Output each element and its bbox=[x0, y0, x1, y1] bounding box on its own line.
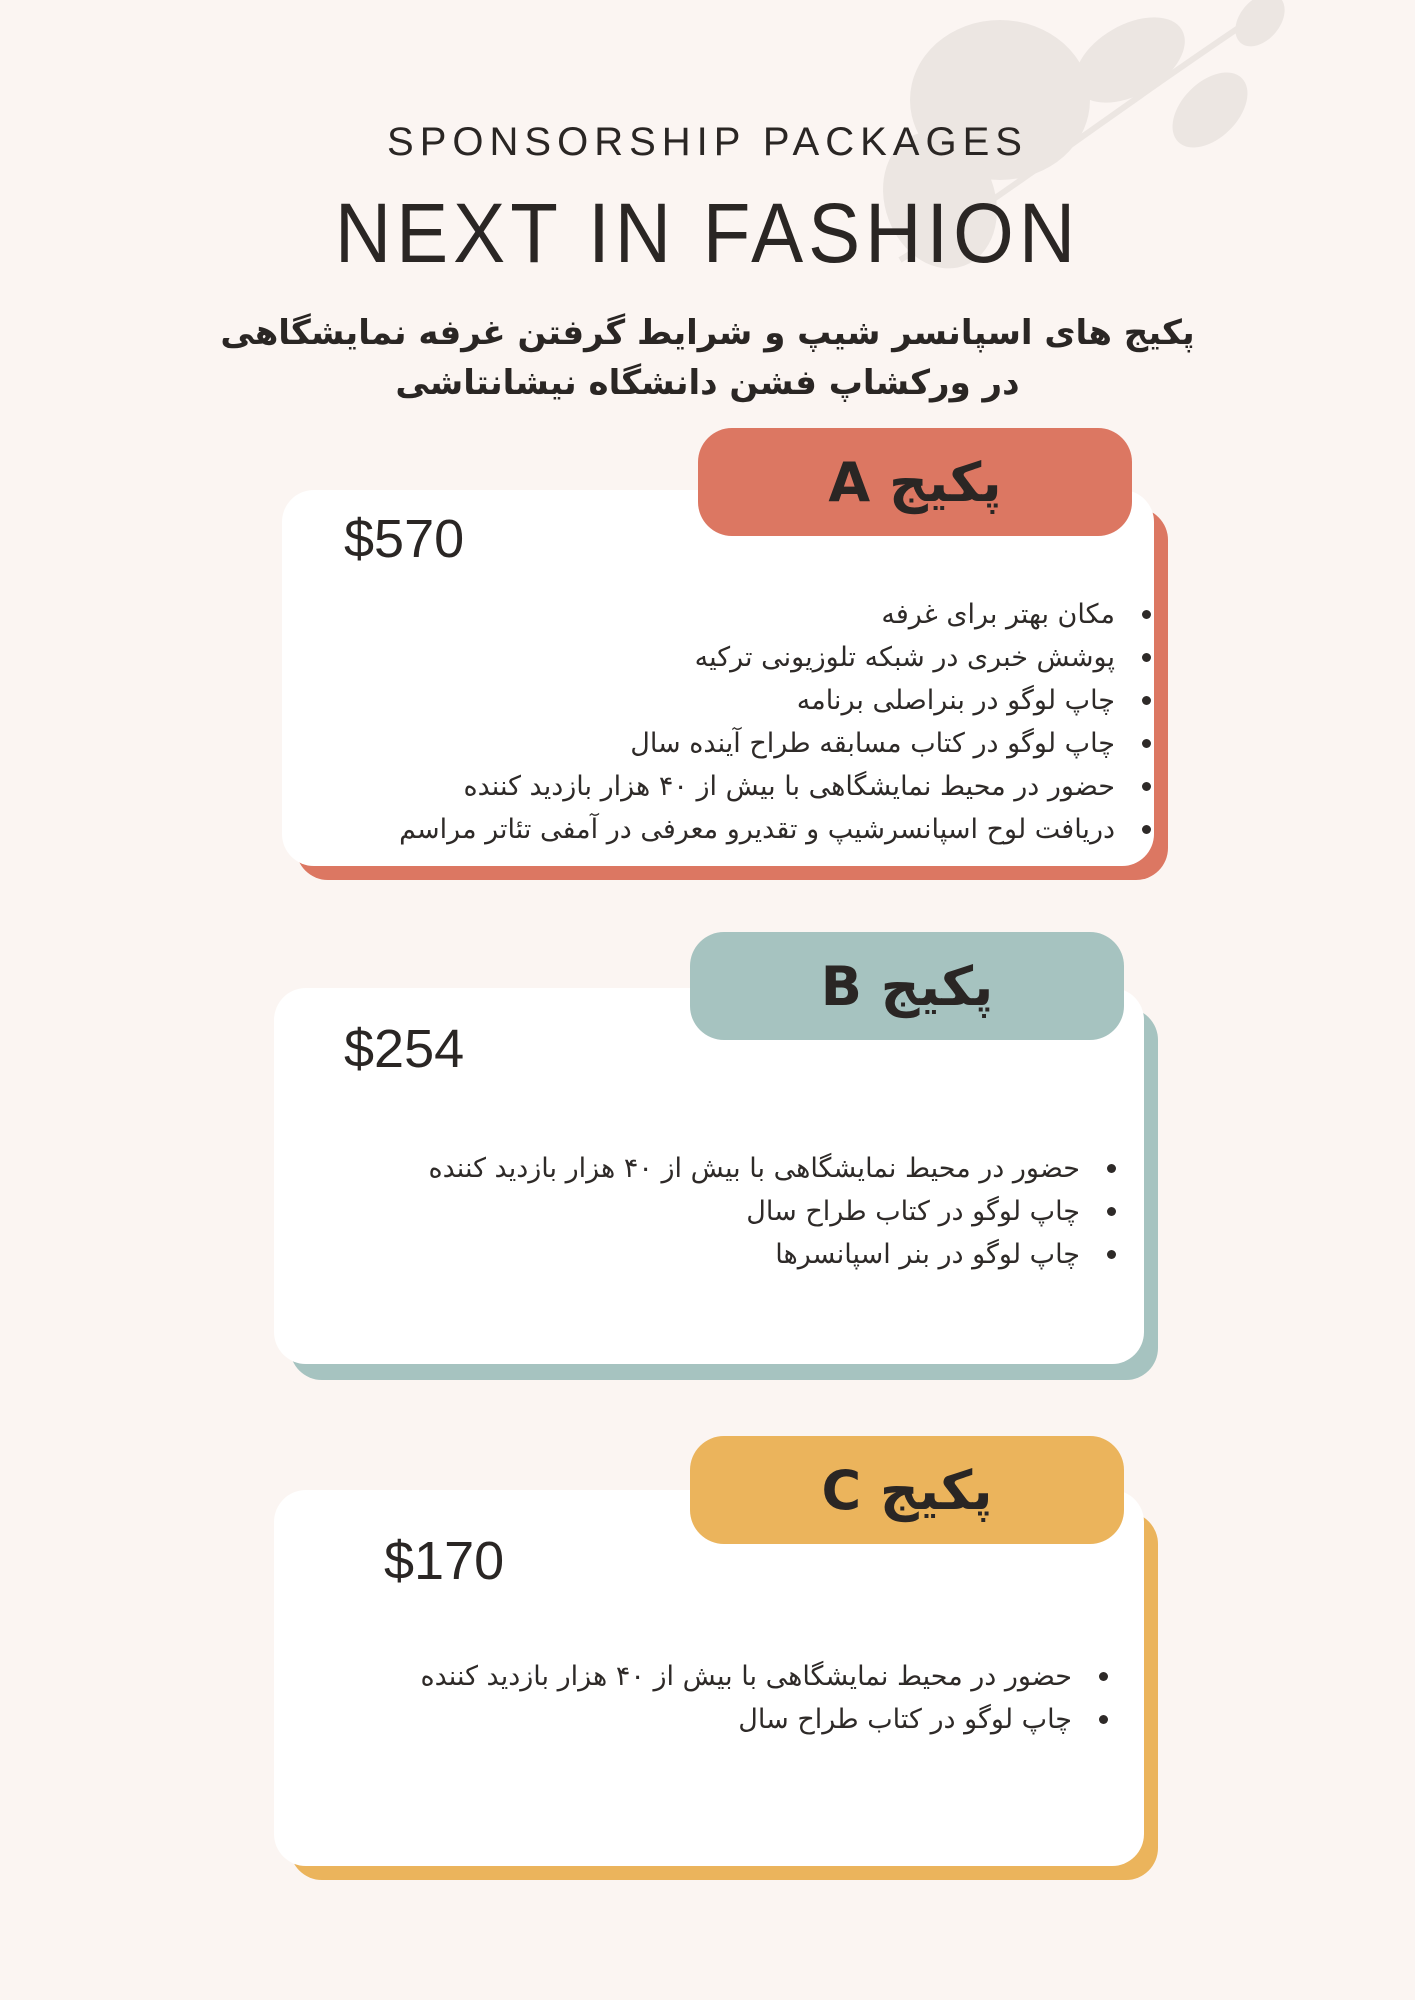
package-b-price: $254 bbox=[344, 1019, 465, 1079]
list-item: مکان بهتر برای غرفه bbox=[399, 593, 1153, 636]
package-b-features bbox=[428, 1147, 1118, 1276]
package-a-tab bbox=[698, 428, 1132, 536]
package-a-name: پکیج A bbox=[828, 450, 1002, 514]
package-a-features bbox=[399, 593, 1153, 851]
list-item: پوشش خبری در شبکه تلوزیونی ترکیه bbox=[399, 636, 1153, 679]
list-item: حضور در محیط نمایشگاهی با بیش از ۴۰ هزار بازدید کننده bbox=[420, 1655, 1110, 1698]
list-item: چاپ لوگو در کتاب مسابقه طراح آینده سال bbox=[399, 722, 1153, 765]
package-b-tab bbox=[690, 932, 1124, 1040]
package-c-name: پکیج C bbox=[821, 1458, 993, 1522]
page-title: NEXT IN FASHION bbox=[334, 185, 1081, 281]
list-item: چاپ لوگو در بنراصلی برنامه bbox=[399, 679, 1153, 722]
list-item: دریافت لوح اسپانسرشیپ و تقدیرو معرفی در آمفی تئاتر مراسم bbox=[399, 808, 1153, 851]
list-item: حضور در محیط نمایشگاهی با بیش از ۴۰ هزار بازدید کننده bbox=[428, 1147, 1118, 1190]
list-item: چاپ لوگو در کتاب طراح سال bbox=[420, 1698, 1110, 1741]
package-a-price: $570 bbox=[344, 509, 465, 569]
list-item: حضور در محیط نمایشگاهی با بیش از ۴۰ هزار بازدید کننده bbox=[399, 765, 1153, 808]
list-item: چاپ لوگو در بنر اسپانسرها bbox=[428, 1233, 1118, 1276]
list-item: چاپ لوگو در کتاب طراح سال bbox=[428, 1190, 1118, 1233]
header-subtitle: SPONSORSHIP PACKAGES bbox=[387, 120, 1028, 164]
intro-text: پکیج های اسپانسر شیپ و شرایط گرفتن غرفه نمایشگاهی در ورکشاپ فشن دانشگاه نیشانتاشی bbox=[220, 313, 1195, 403]
package-c-features bbox=[420, 1655, 1110, 1741]
package-c-price: $170 bbox=[384, 1531, 505, 1591]
package-b-name: پکیج B bbox=[820, 954, 994, 1018]
package-c-tab bbox=[690, 1436, 1124, 1544]
